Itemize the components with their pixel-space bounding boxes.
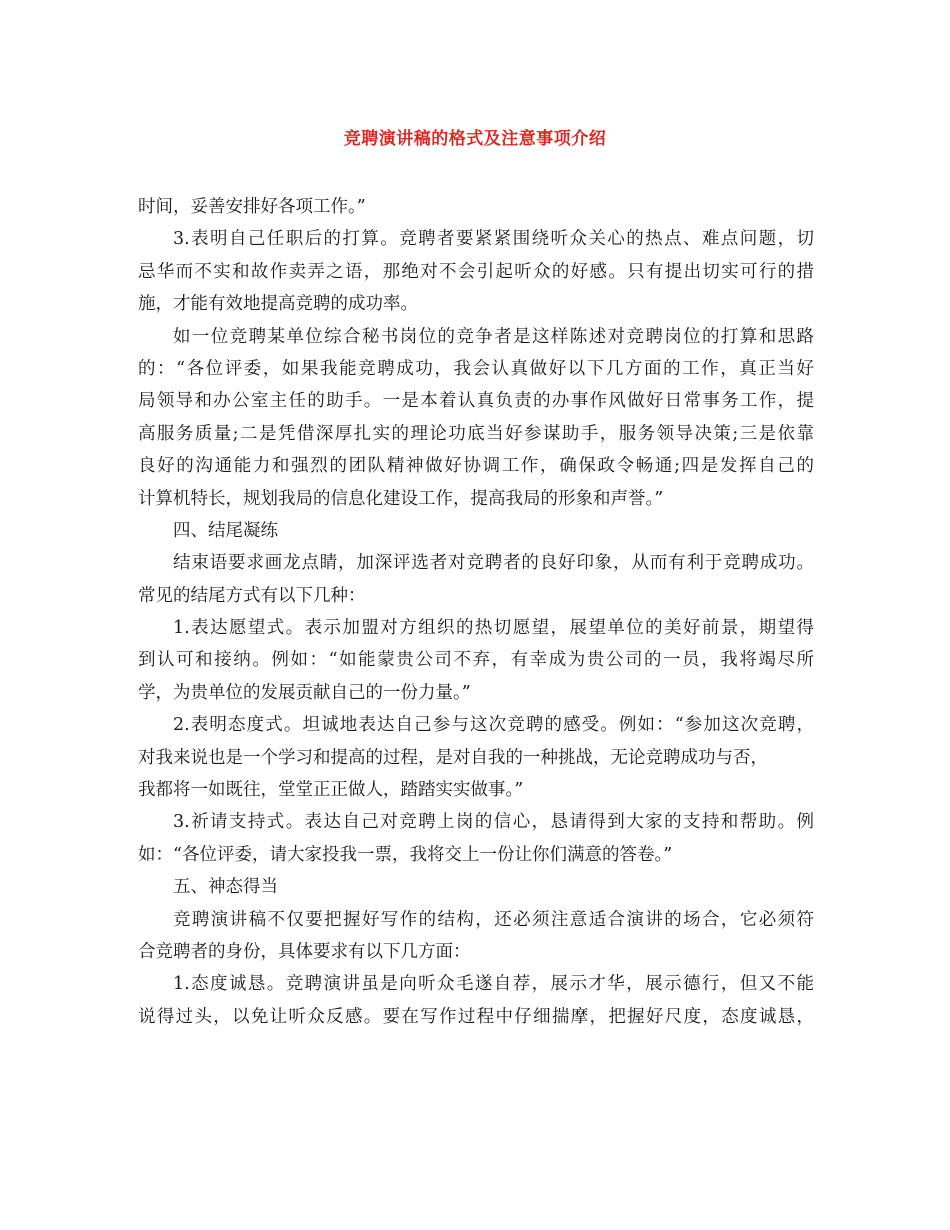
text-line: 合竞聘者的身份，具体要求有以下几方面： [138,941,471,962]
text-line: 1.态度诚恳。竞聘演讲虽是向听众毛遂自荐，展示才华，展示德行，但又不能 [173,974,814,995]
text-line: 如一位竞聘某单位综合秘书岗位的竞争者是这样陈述对竞聘岗位的打算和思路 [173,326,814,347]
text-line: 时间，妥善安排好各项工作。” [138,197,366,217]
text-line: 结束语要求画龙点睛，加深评选者对竞聘者的良好印象，从而有利于竞聘成功。 [173,553,814,574]
text-line: 对我来说也是一个学习和提高的过程，是对自我的一种挑战，无论竞聘成功与否， [138,747,768,768]
document-body [138,191,814,1033]
text-line: 良好的沟通能力和强烈的团队精神做好协调工作，确保政令畅通;四是发挥自己的 [138,456,814,477]
text-line: 3.表明自己任职后的打算。竞聘者要紧紧围绕听众关心的热点、难点问题，切 [173,229,814,250]
text-line: 3.祈请支持式。表达自己对竞聘上岗的信心，恳请得到大家的支持和帮助。例 [173,812,814,833]
document-title: 竞聘演讲稿的格式及注意事项介绍 [343,129,607,149]
section-heading: 五、神态得当 [173,877,278,898]
text-line: 高服务质量;二是凭借深厚扎实的理论功底当好参谋助手，服务领导决策;三是依靠 [138,423,814,444]
text-line: 忌华而不实和故作卖弄之语，那绝对不会引起听众的好感。只有提出切实可行的措 [138,261,814,282]
text-line: 的：“各位评委，如果我能竞聘成功，我会认真做好以下几方面的工作，真正当好 [138,358,814,379]
text-line: 如：“各位评委，请大家投我一票，我将交上一份让你们满意的答卷。” [138,844,673,865]
text-line: 计算机特长，规划我局的信息化建设工作，提高我局的形象和声誉。” [138,488,664,509]
text-line: 1.表达愿望式。表示加盟对方组织的热切愿望，展望单位的美好前景，期望得 [173,618,814,639]
section-heading: 四、结尾凝练 [173,520,278,541]
text-line: 我都将一如既往，堂堂正正做人，踏踏实实做事。” [138,780,524,801]
text-line: 竞聘演讲稿不仅要把握好写作的结构，还必须注意适合演讲的场合，它必须符 [173,909,814,930]
text-line: 2.表明态度式。坦诚地表达自己参与这次竞聘的感受。例如：“参加这次竞聘， [173,715,814,736]
text-line: 说得过头，以免让听众反感。要在写作过程中仔细揣摩，把握好尺度，态度诚恳， [138,1006,814,1027]
text-line: 施，才能有效地提高竞聘的成功率。 [138,294,418,315]
text-line: 到认可和接纳。例如：“如能蒙贵公司不弃，有幸成为贵公司的一员，我将竭尽所 [138,650,814,671]
text-line: 常见的结尾方式有以下几种： [138,585,366,606]
text-line: 学，为贵单位的发展贡献自己的一份力量。” [138,682,471,703]
text-line: 局领导和办公室主任的助手。一是本着认真负责的办事作风做好日常事务工作，提 [138,391,814,412]
